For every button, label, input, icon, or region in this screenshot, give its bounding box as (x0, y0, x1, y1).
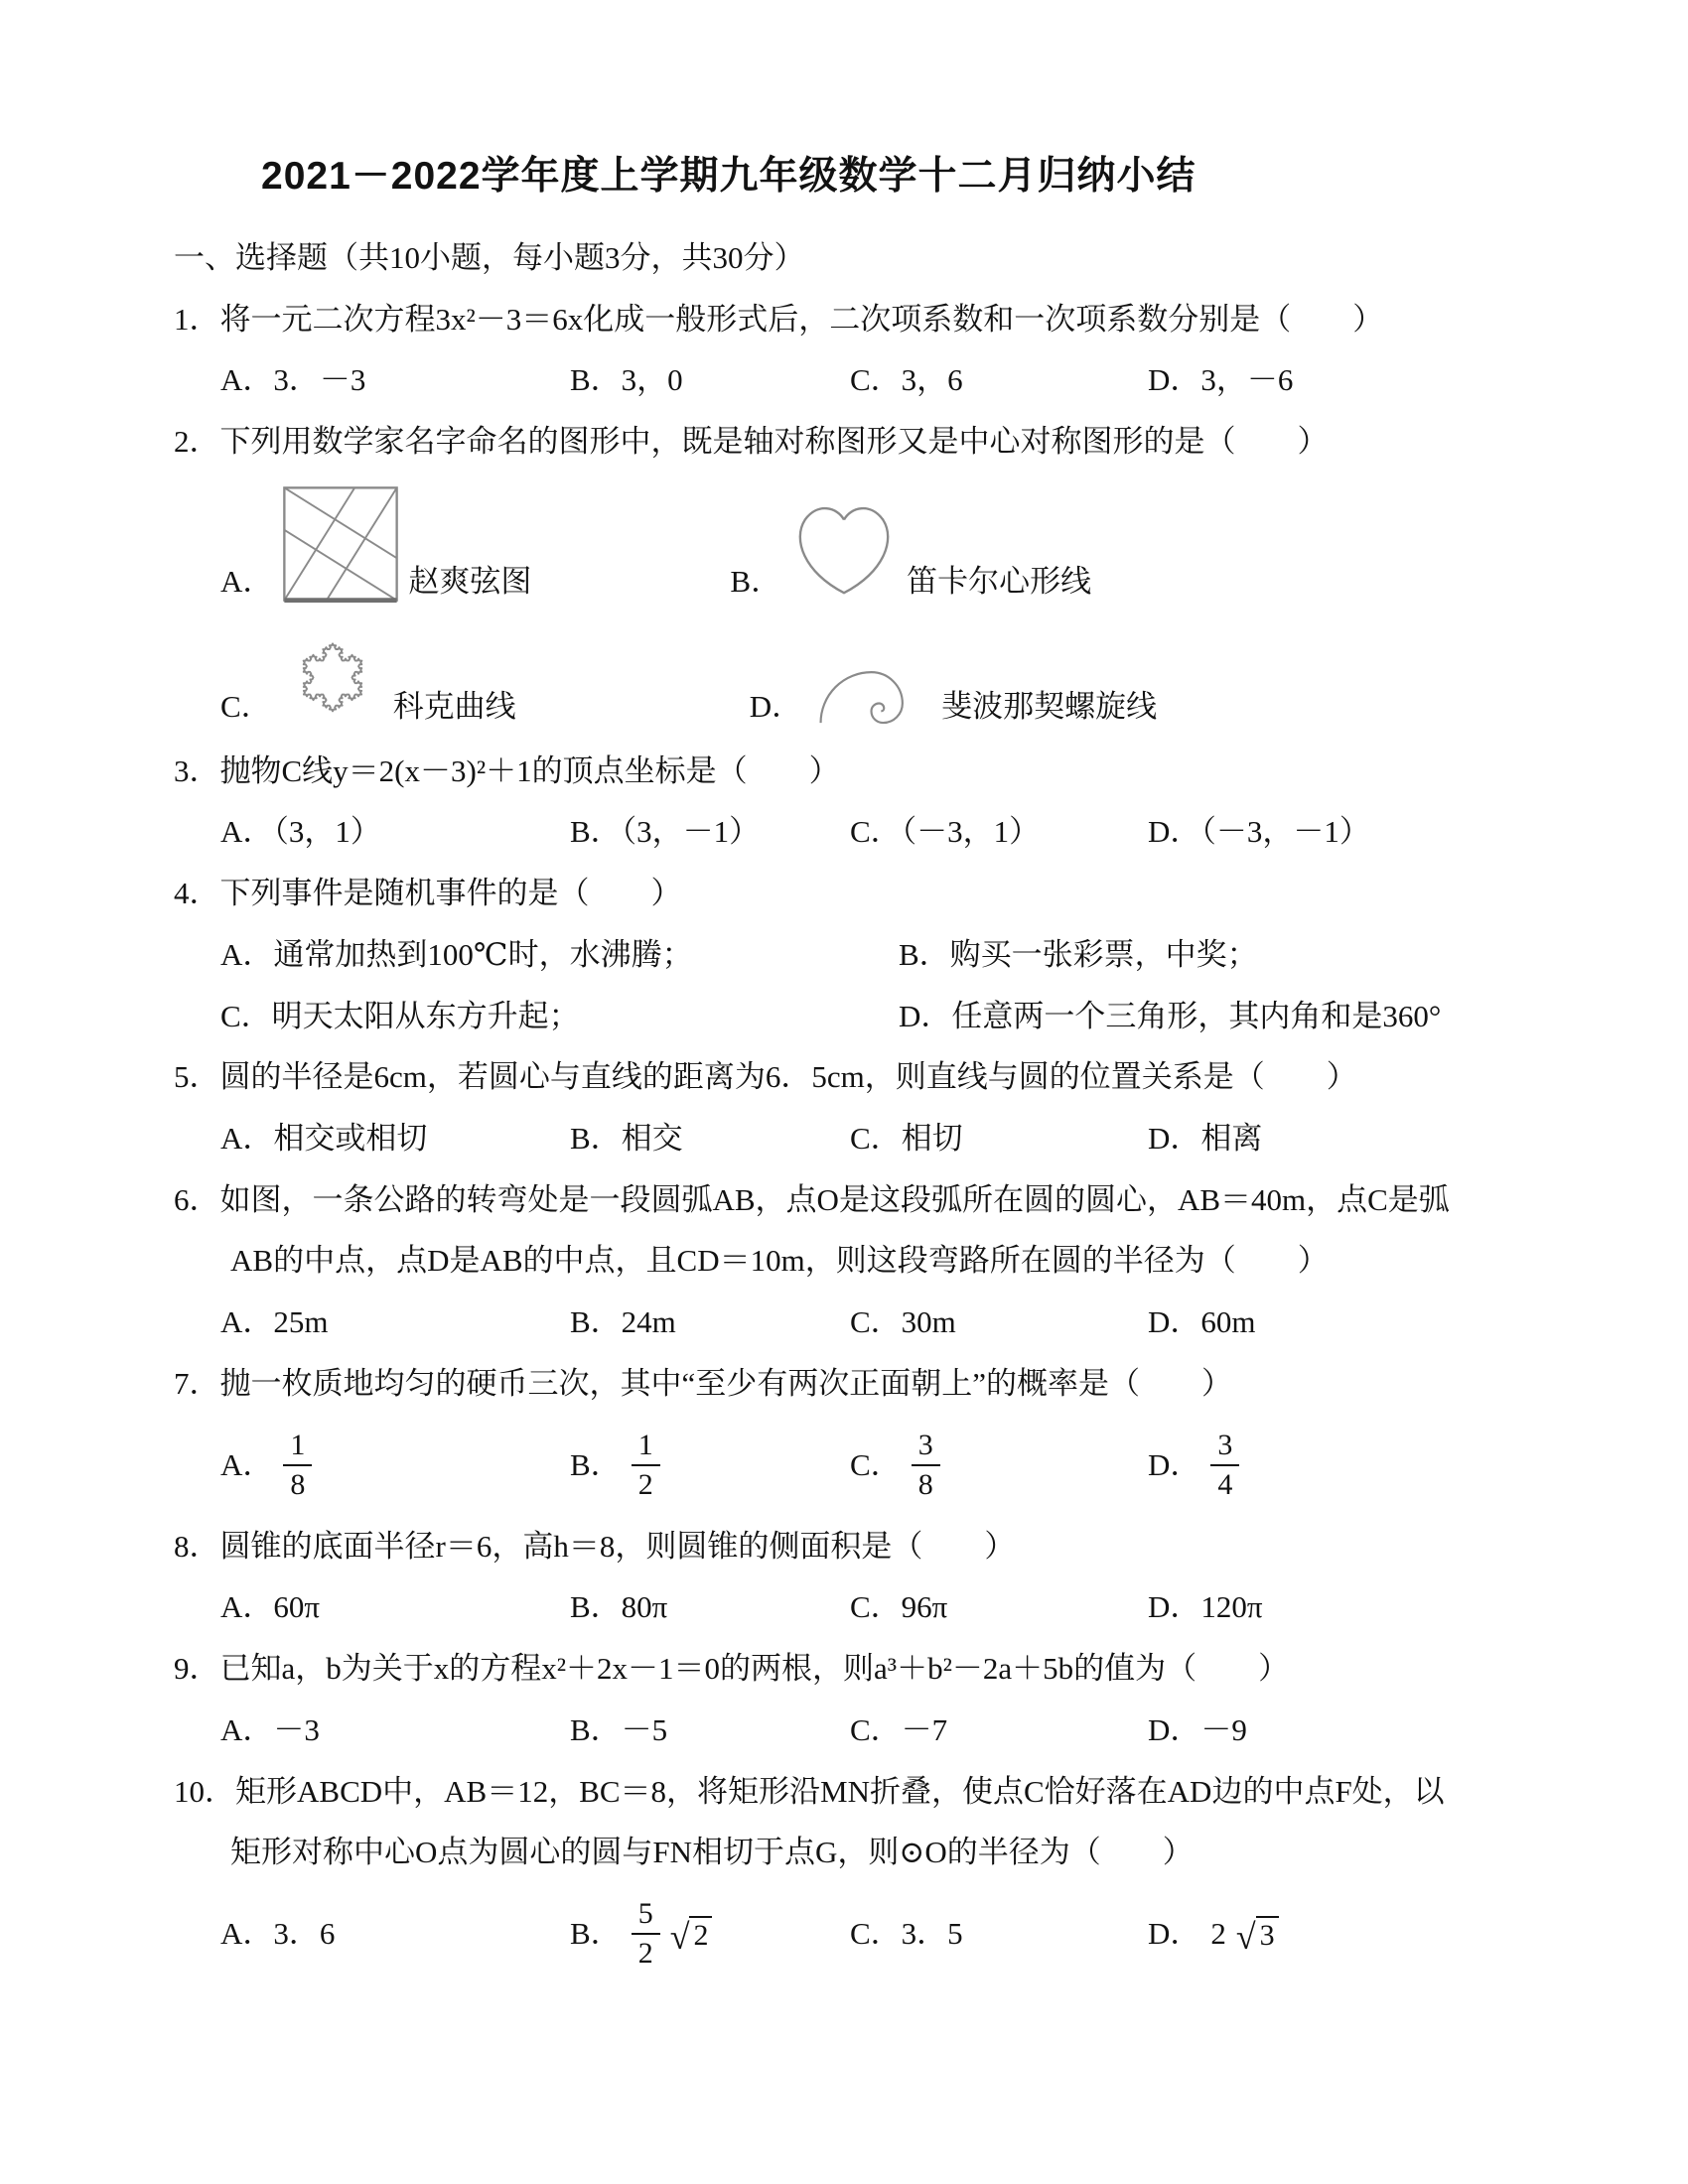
q9-option-a: A．－3 (220, 1711, 320, 1747)
q2-option-d-label: D． (749, 688, 803, 724)
question-4-stem: 4．下列事件是随机事件的是（ ） (174, 876, 682, 911)
cardioid-heart-curve-figure (790, 499, 898, 603)
q4-option-d: D．任意两一个三角形，其内角和是360° (899, 998, 1442, 1033)
question-9-options (220, 1713, 1539, 1748)
q6-option-d: D．60m (1148, 1304, 1256, 1340)
q9-option-b: B．－5 (570, 1711, 668, 1747)
q7-option-c-denominator: 8 (917, 1468, 933, 1502)
question-4-options-row-2 (220, 1000, 1539, 1034)
q5-option-d: D．相离 (1148, 1121, 1263, 1157)
question-1-options (220, 363, 1539, 398)
q7-option-b (570, 1429, 850, 1503)
q7-option-c (850, 1429, 1148, 1503)
question-1 (174, 303, 1539, 398)
question-2-options-row-1 (220, 485, 1539, 603)
q7-option-d-denominator: 4 (1217, 1468, 1233, 1502)
q2-option-d-caption: 斐波那契螺旋线 (941, 688, 1158, 724)
q7-option-c-label: C． (850, 1446, 902, 1482)
question-6 (174, 1183, 1539, 1340)
q3-option-a: A．（3，1） (220, 814, 381, 850)
q4-option-c: C．明天太阳从东方升起； (220, 998, 580, 1033)
q1-option-a: A．3．－3 (220, 362, 366, 398)
question-6-stem-line-1: 6．如图，一条公路的转弯处是一段圆弧AB，点O是这段弧所在圆的圆心，AB＝40m，点C是弧 (174, 1181, 1450, 1217)
q4-option-b: B．购买一张彩票，中奖； (899, 936, 1258, 972)
q10-option-c: C．3．5 (850, 1916, 963, 1952)
q10-option-b-label: B． (570, 1916, 622, 1952)
question-8-stem: 8．圆锥的底面半径r＝6，高h＝8，则圆锥的侧面积是（ ） (174, 1528, 1016, 1564)
question-10-stem-line-1: 10．矩形ABCD中，AB＝12，BC＝8，将矩形沿MN折叠，使点C恰好落在AD边的中点F处，以 (174, 1773, 1445, 1809)
question-10-stem-line-2: 矩形对称中心O点为圆心的圆与FN相切于点G，则⊙O的半径为（ ） (230, 1835, 1194, 1870)
q3-option-b: B．（3，－1） (570, 814, 761, 850)
question-8 (174, 1530, 1539, 1625)
q2-option-b-caption: 笛卡尔心形线 (907, 563, 1092, 599)
q10-option-b-denominator: 2 (637, 1937, 653, 1971)
question-8-options (220, 1590, 1539, 1625)
q2-option-a-label: A． (220, 563, 274, 599)
q8-option-c: C．96π (850, 1589, 948, 1625)
page-title: 2021－2022学年度上学期九年级数学十二月归纳小结 (261, 155, 1196, 198)
radical-sign: √ (669, 1917, 690, 1958)
q10-option-d-radical (1235, 1916, 1279, 1958)
q5-option-c: C．相切 (850, 1121, 963, 1157)
question-3-options (220, 815, 1539, 850)
question-6-options (220, 1305, 1539, 1340)
question-7 (174, 1367, 1539, 1503)
q7-option-a-numerator: 1 (283, 1429, 312, 1467)
q7-option-b-denominator: 2 (637, 1468, 653, 1502)
q2-option-b-label: B． (730, 563, 782, 599)
q1-option-d: D．3，－6 (1148, 362, 1294, 398)
fibonacci-spiral-figure (811, 630, 932, 728)
q7-option-d-label: D． (1148, 1446, 1201, 1482)
q10-option-b-fraction (632, 1897, 660, 1972)
question-9-stem: 9．已知a，b为关于x的方程x²＋2x－1＝0的两根，则a³＋b²－2a＋5b的值为（ ） (174, 1651, 1290, 1687)
q4-option-a: A．通常加热到100℃时，水沸腾； (220, 936, 693, 972)
question-4 (174, 877, 1539, 1033)
q5-option-b: B．相交 (570, 1121, 683, 1157)
q7-option-a-fraction (283, 1429, 312, 1503)
q10-option-d-label: D． (1148, 1916, 1201, 1952)
q2-option-c-label: C． (220, 688, 272, 724)
question-5 (174, 1060, 1539, 1156)
q6-option-c: C．30m (850, 1304, 956, 1340)
question-7-options (220, 1429, 1539, 1503)
q7-option-a (220, 1429, 570, 1503)
q7-option-c-fraction (912, 1429, 940, 1503)
q2-option-c-caption: 科克曲线 (392, 688, 516, 724)
q7-option-d-fraction (1210, 1429, 1239, 1503)
question-3 (174, 754, 1539, 850)
q1-option-c: C．3，6 (850, 362, 963, 398)
q8-option-b: B．80π (570, 1589, 668, 1625)
q7-option-d-numerator: 3 (1210, 1429, 1239, 1467)
question-10 (174, 1775, 1539, 1972)
q7-option-b-numerator: 1 (632, 1429, 660, 1467)
q1-option-b: B．3，0 (570, 362, 683, 398)
question-6-stem-line-2: AB的中点，点D是AB的中点，且CD＝10m，则这段弯路所在圆的半径为（ ） (230, 1243, 1329, 1279)
question-9 (174, 1652, 1539, 1747)
q10-option-d-coefficient: 2 (1210, 1916, 1226, 1952)
q2-option-a-caption: 赵爽弦图 (408, 563, 532, 599)
question-3-stem: 3．抛物C线y＝2(x－3)²＋1的顶点坐标是（ ） (174, 752, 840, 788)
q10-option-a: A．3．6 (220, 1916, 336, 1952)
section-header: 一、选择题（共10小题，每小题3分，共30分） (174, 239, 805, 275)
q7-option-b-label: B． (570, 1446, 622, 1482)
q7-option-a-denominator: 8 (290, 1468, 306, 1502)
koch-snowflake-figure (281, 628, 384, 728)
question-5-stem: 5．圆的半径是6cm，若圆心与直线的距离为6．5cm，则直线与圆的位置关系是（ ） (174, 1059, 1357, 1095)
q10-option-b-radical (669, 1916, 713, 1958)
q10-option-d (1148, 1916, 1539, 1958)
q7-option-b-fraction (632, 1429, 660, 1503)
q8-option-d: D．120π (1148, 1589, 1263, 1625)
question-5-options (220, 1122, 1539, 1157)
q6-option-b: B．24m (570, 1304, 676, 1340)
question-1-stem: 1．将一元二次方程3x²－3＝6x化成一般形式后，二次项系数和一次项系数分别是（ ） (174, 301, 1384, 337)
q10-option-d-radicand: 3 (1256, 1916, 1279, 1951)
q10-option-b-radicand: 2 (689, 1916, 712, 1951)
question-7-stem: 7．抛一枚质地均匀的硬币三次，其中“至少有两次正面朝上”的概率是（ ） (174, 1365, 1233, 1401)
q5-option-a: A．相交或相切 (220, 1121, 428, 1157)
q9-option-c: C．－7 (850, 1711, 948, 1747)
q10-option-b (570, 1897, 850, 1972)
question-2-stem: 2．下列用数学家名字命名的图形中，既是轴对称图形又是中心对称图形的是（ ） (174, 424, 1329, 459)
question-10-options (220, 1897, 1539, 1972)
q10-option-b-numerator: 5 (632, 1897, 660, 1936)
q7-option-d (1148, 1429, 1539, 1503)
q3-option-c: C．（－3，1） (850, 814, 1041, 850)
q7-option-c-numerator: 3 (912, 1429, 940, 1467)
question-2 (174, 425, 1539, 728)
q6-option-a: A．25m (220, 1304, 329, 1340)
radical-sign: √ (1235, 1917, 1256, 1958)
q3-option-d: D．（－3，－1） (1148, 814, 1370, 850)
zhao-shuang-chord-diagram-figure (282, 485, 399, 603)
q7-option-a-label: A． (220, 1446, 274, 1482)
question-2-options-row-2 (220, 628, 1539, 728)
question-4-options-row-1 (220, 938, 1539, 973)
q9-option-d: D．－9 (1148, 1711, 1247, 1747)
q8-option-a: A．60π (220, 1589, 321, 1625)
